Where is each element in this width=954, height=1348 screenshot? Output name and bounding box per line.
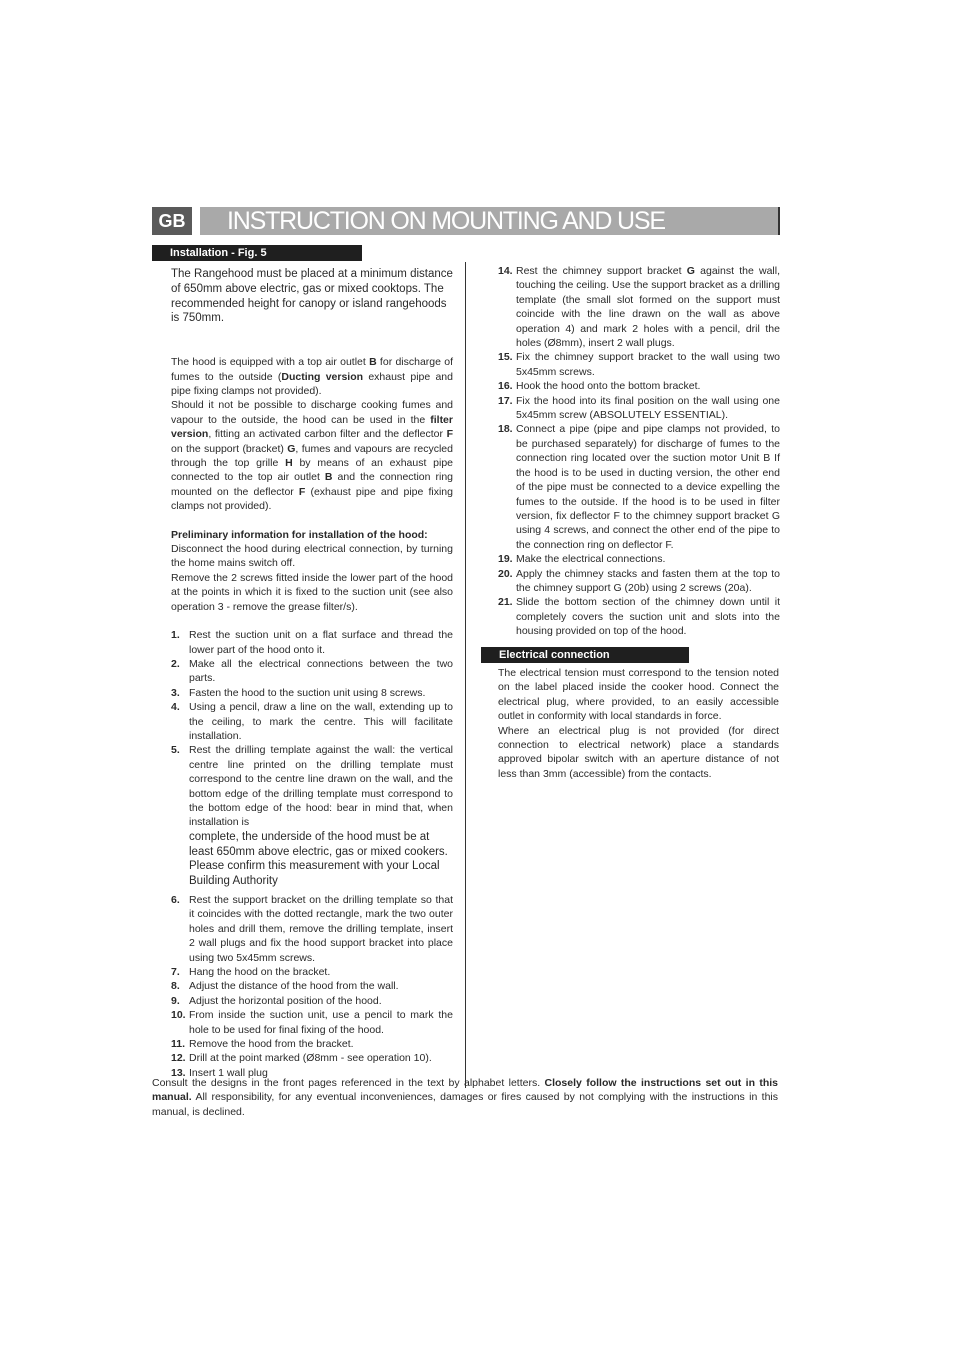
- filter-paragraph: Should it not be possible to discharge cooking fumes and vapour to the outside, the hood can be used in the filter version, fitting an activated carbon filter and the deflector F on the support (bracket) G, fumes and vapours are recycled through the top grille H by means of an exhaust pipe connected to the top air outlet B and the connection ring mounted on the deflector F (exhaust pipe and pipe fixing clamps not provided).: [171, 399, 454, 513]
- footer-note: Consult the designs in the front pages referenced in the text by alphabet letters. Closely follow the instructions set out in this manual. All responsibility, for any eventual inconveniences, damages or fires caused by not complying with the instructions in this manual, is declined.: [152, 1077, 779, 1118]
- list-item: 2. Make all the electrical connections between the two parts.: [171, 657, 453, 685]
- list-item: 1. Rest the suction unit on a flat surface and thread the lower part of the hood onto it.: [171, 629, 453, 656]
- list-item: 16. Hook the hood onto the bottom bracket.: [498, 380, 701, 393]
- list-item: 9. Adjust the horizontal position of the hood.: [171, 994, 382, 1007]
- list-item: 7. Hang the hood on the bracket.: [171, 966, 331, 978]
- list-item: 4. Using a pencil, draw a line on the wall, extending up to the ceiling, to mark the centre. This will facilitate installation.: [171, 701, 453, 742]
- prelim-heading: Preliminary information for installation of the hood:: [171, 528, 428, 541]
- title-bar: [200, 207, 780, 235]
- column-divider: [465, 262, 466, 1088]
- list-item: 21. Slide the bottom section of the chimney down until it completely covers the suction unit and slots into the housing provided on top of the hood.: [498, 596, 780, 638]
- list-item: 20. Apply the chimney stacks and fasten them at the top to the chimney support G (20b) using 2 screws (20a).: [498, 567, 780, 594]
- electrical-section-label: Electrical connection: [481, 647, 689, 663]
- intro-paragraph: The Rangehood must be placed at a minimum distance of 650mm above electric, gas or mixed cooktops. The recommended height for canopy or island rangehoods is 750mm.: [171, 268, 453, 325]
- steps-list-right: [498, 264, 780, 639]
- list-item: 18. Connect a pipe (pipe and pipe clamps not provided, to be purchased separately) for discharge of fumes to the connection ring located over the suction motor Unit B If the hood is to be used in ducting version, the other end of the pipe must be connected to a device expelling the fumes to the outside. If the hood is to be used in filter version, fix deflector F to the chimney support bracket G using 4 screws, and connect the other end of the pipe to the connection ring on deflector F.: [498, 423, 780, 551]
- list-item: 8. Adjust the distance of the hood from the wall.: [171, 980, 399, 993]
- list-item: 19. Make the electrical connections.: [498, 553, 666, 566]
- list-item: 6. Rest the support bracket on the drilling template so that it coincides with the dotted rectangle, mark the two outer holes and drill them, remove the drilling template, insert 2 wall plugs and fix the hood support bracket into place using two 5x45mm screws.: [171, 893, 453, 964]
- list-item: 10. From inside the suction unit, use a pencil to mark the hole to be used for final fixing of the hood.: [171, 1009, 453, 1036]
- left-column: [171, 267, 453, 1080]
- language-badge: GB: [152, 207, 192, 235]
- list-item: 14. Rest the chimney support bracket G against the wall, touching the ceiling. Use the support bracket as a drilling template (the small slot formed on the support must coincide with the line drawn on the wall as above operation 4) and mark 2 holes with a pencil, dril the holes (Ø8mm), insert 2 wall plugs.: [498, 265, 781, 350]
- steps-list-left: [171, 628, 453, 1080]
- list-item: 11. Remove the hood from the bracket.: [171, 1038, 354, 1051]
- list-item: 3. Fasten the hood to the suction unit using 8 screws.: [171, 686, 426, 699]
- list-item: 5. Rest the drilling template against the wall: the vertical centre line printed on the drilling template must correspond to the centre line drawn on the wall, and the bottom edge of the drilling template must correspond to the bottom edge of the hood: bear in mind that, when installation is complete, the underside of the hood must be at least 650mm above electric, gas or mixed cookers. Please confirm this measurement with your Local Building Authority: [171, 744, 453, 888]
- list-item: 13. Insert 1 wall plug: [171, 1066, 268, 1079]
- list-item: 15. Fix the chimney support bracket to the wall using two 5x45mm screws.: [498, 351, 780, 378]
- page-header: [152, 207, 780, 235]
- prelim-paragraph-1: Disconnect the hood during electrical connection, by turning the home mains switch off.: [171, 543, 453, 570]
- ducting-paragraph: The hood is equipped with a top air outlet B for discharge of fumes to the outside (Ducting version exhaust pipe and pipe fixing clamps not provided).: [171, 356, 453, 397]
- list-item: 17. Fix the hood into its final position on the wall using one 5x45mm screw (ABSOLUTELY ESSENTIAL).: [498, 394, 780, 422]
- list-item: 12. Drill at the point marked (Ø8mm - see operation 10).: [171, 1052, 432, 1065]
- electrical-paragraph-2: Where an electrical plug is not provided (for direct connection to electrical network) place a standards approved bipolar switch with an aperture distance of not less than 3mm (accessible) from the contacts.: [498, 724, 779, 780]
- prelim-paragraph-2: Remove the 2 screws fitted inside the lower part of the hood at the points in which it is fixed to the suction unit (see also operation 3 - remove the grease filter/s).: [171, 571, 453, 613]
- page-title: INSTRUCTION ON MOUNTING AND USE: [227, 207, 665, 235]
- right-column: [498, 264, 780, 639]
- electrical-paragraph-1: The electrical tension must correspond to the tension noted on the label placed inside the cooker hood. Connect the electrical plug, where provided, to an easily accessible outlet in conformity with local standards in force.: [498, 667, 779, 723]
- installation-section-label: Installation - Fig. 5: [152, 245, 362, 261]
- electrical-text: [498, 666, 779, 781]
